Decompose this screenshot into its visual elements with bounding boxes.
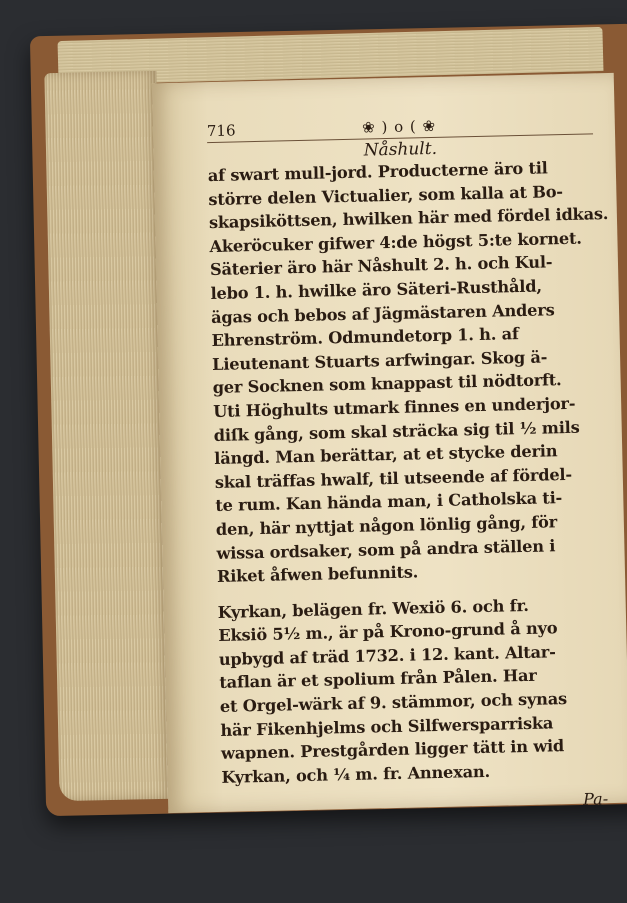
header-ornament: ❀ ) o ( ❀ (361, 116, 437, 137)
text-line: wissa ordsaker, som på andra ställen i (216, 535, 556, 563)
text-line: skal träffas hwalf, til utseende af fördel- (214, 464, 573, 492)
catchword: Pa- (582, 789, 609, 809)
text-line: af swart mull-jord. Producterne äro til (207, 158, 548, 186)
text-line: ger Socknen som knappast til nödtorft. (212, 370, 562, 398)
text-line: längd. Man berättar, at et stycke derin (214, 441, 558, 469)
text-line: Säterier äro här Nåshult 2. h. och Kul- (209, 252, 553, 280)
text-line: Kyrkan, och ¼ m. fr. Annexan. (221, 761, 491, 787)
running-head: Nåshult. (363, 138, 438, 161)
text-line: Uti Höghults utmark finnes en underjor- (213, 393, 576, 421)
text-line: här Fikenhjelms och Silfwersparriska (220, 713, 554, 740)
paragraph-1 (207, 155, 609, 588)
book-page (152, 73, 627, 813)
text-line: lebo 1. h. hwilke äro Säteri-Rusthåld, (210, 276, 543, 304)
text-line: Riket åfwen befunnits. (216, 562, 419, 587)
text-line: skapsiköttsen, hwilken här med fördel idkas. (208, 204, 609, 233)
text-line: upbygd af träd 1732. i 12. kant. Altar- (218, 642, 556, 669)
text-line: den, här nyttjat någon lönlig gång, för (215, 512, 558, 539)
page-edges-left (44, 71, 171, 801)
text-line: Kyrkan, belägen fr. Wexiö 6. och fr. (217, 595, 529, 622)
text-line: Lieutenant Stuarts arfwingar. Skog ä- (211, 347, 548, 374)
text-line: större delen Victualier, som kalla at Bo- (208, 181, 564, 209)
text-line: ägas och bebos af Jägmästaren Anders (210, 299, 555, 327)
paragraph-2 (218, 592, 608, 789)
text-line: wapnen. Prestgården ligger tätt in wid (220, 736, 565, 764)
text-line: Eksiö 5½ m., är på Krono-grund å nyo (218, 618, 558, 646)
text-line: et Orgel-wärk af 9. stämmor, och synas (219, 689, 568, 717)
text-line: diſk gång, som skal sträcka sig til ½ mils (213, 417, 580, 445)
page-content (206, 113, 609, 809)
text-line: Ehrenström. Odmundetorp 1. h. af (211, 324, 519, 351)
page-number: 716 (206, 121, 236, 141)
text-line: Akeröcuker gifwer 4:de högst 5:te kornet. (209, 228, 582, 256)
text-line: taflan är et spolium från Pålen. Har (219, 666, 537, 693)
text-line: te rum. Kan hända man, i Catholska ti- (215, 488, 563, 516)
